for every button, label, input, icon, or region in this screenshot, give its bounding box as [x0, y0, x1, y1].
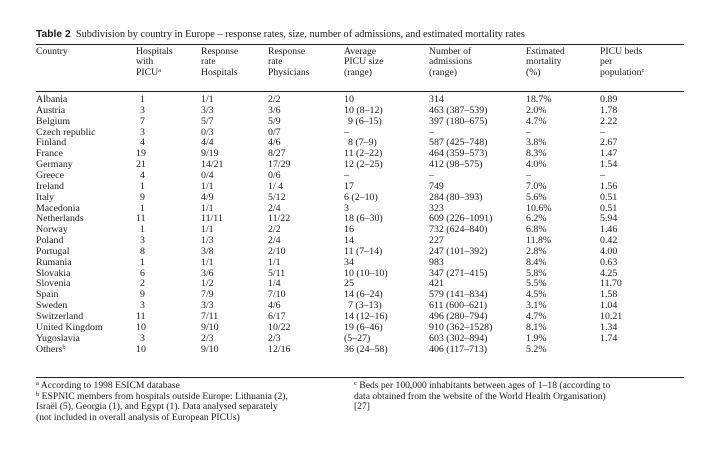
cell-hospitals: 2: [140, 278, 145, 290]
cell-admissions: 421: [429, 278, 444, 290]
cell-picu-size: 12 (2–25): [344, 159, 383, 171]
cell-rate-hospitals: 4/9: [201, 191, 214, 203]
cell-mortality: 1.9%: [526, 332, 547, 344]
cell-country: Finland: [36, 137, 67, 149]
table-label: Table 2: [36, 29, 71, 40]
cell-mortality: 4.7%: [526, 311, 547, 322]
cell-rate-physicians: 5/12: [268, 191, 286, 203]
header-line: Estimated: [526, 46, 565, 57]
cell-country: France: [36, 148, 63, 160]
cell-picu-size: 10 (10–10): [344, 267, 388, 279]
cell-country: Belgium: [36, 115, 71, 127]
cell-rate-hospitals: 3/3: [201, 300, 214, 312]
cell-picu-size: 34: [344, 256, 354, 268]
cell-hospitals: 6: [140, 267, 145, 279]
table-row: [36, 323, 684, 334]
cell-country: Czech republic: [36, 126, 96, 138]
cell-beds: 1.04: [600, 300, 618, 312]
cell-rate-physicians: 12/16: [268, 343, 291, 355]
cell-admissions: 749: [429, 180, 444, 192]
cell-mortality: 6.8%: [526, 224, 547, 236]
footnote-c-line: [354, 402, 684, 413]
cell-rate-physicians: 6/17: [268, 311, 286, 322]
cell-hospitals: 3: [140, 104, 145, 116]
cell-admissions: 464 (359–573): [429, 148, 488, 160]
cell-mortality: 5.5%: [526, 278, 547, 290]
cell-picu-size: (5–27): [344, 332, 371, 344]
cell-rate-physicians: 1/4: [268, 278, 281, 290]
cell-mortality: 3.8%: [526, 137, 547, 149]
cell-rate-hospitals: 4/4: [201, 137, 214, 149]
table-caption-text: Subdivision by country in Europe – response rates, size, number of admissions, and estimated mortality rates: [75, 29, 525, 40]
cell-beds: 2.67: [600, 137, 618, 149]
cell-beds: 4.25: [600, 267, 618, 279]
cell-admissions: 247 (101–392): [429, 245, 488, 257]
cell-hospitals: 3: [140, 300, 145, 312]
cell-rate-physicians: 4/6: [268, 137, 281, 149]
cell-rate-hospitals: 1/1: [201, 94, 214, 105]
footnote-mark: c: [641, 66, 645, 74]
header-line: Average: [344, 46, 377, 57]
cell-rate-hospitals: 7/11: [201, 311, 219, 322]
cell-admissions: 732 (624–840): [429, 224, 488, 236]
cell-hospitals: 1: [140, 180, 145, 192]
cell-country: United Kingdom: [36, 321, 103, 333]
cell-admissions: 579 (141–834): [429, 289, 488, 301]
cell-country: Norway: [36, 224, 68, 236]
cell-rate-physicians: 11/22: [268, 213, 291, 225]
cell-rate-hospitals: 1/1: [201, 256, 214, 268]
cell-picu-size: 14 (12–16): [344, 311, 388, 322]
footnote-mark: a: [36, 380, 39, 387]
country-name: Others: [36, 343, 63, 355]
cell-rate-hospitals: 11/11: [201, 213, 223, 225]
cell-hospitals: 3: [140, 332, 145, 344]
header-line: Physicians: [268, 66, 310, 78]
cell-admissions: –: [429, 169, 434, 181]
cell-country: Italy: [36, 191, 55, 203]
cell-country: Macedonia: [36, 202, 80, 214]
header-beds: [600, 47, 644, 78]
cell-rate-hospitals: 0/3: [201, 126, 214, 138]
cell-picu-size: 10: [344, 94, 354, 105]
table-row: [36, 247, 684, 258]
header-line: population$^c$: [600, 66, 645, 78]
cell-hospitals: 3: [140, 126, 145, 138]
cell-country: Slovenia: [36, 278, 71, 290]
cell-beds: –: [600, 126, 605, 138]
header-picu-size: [344, 47, 384, 78]
header-line: Response: [268, 46, 306, 57]
header-line: rate: [268, 56, 283, 68]
cell-country: Switzerland: [36, 311, 84, 322]
cell-hospitals: 19: [136, 148, 146, 160]
cell-mortality: 7.0%: [526, 180, 547, 192]
table-row: [36, 117, 684, 128]
cell-rate-physicians: 1/1: [268, 256, 281, 268]
cell-rate-hospitals: 3/8: [201, 245, 214, 257]
cell-picu-size: 9 (6–15): [348, 115, 382, 127]
cell-admissions: 496 (280–794): [429, 311, 488, 322]
header-line: Number of: [429, 46, 472, 57]
table-row: [36, 334, 684, 345]
table-row: [36, 269, 684, 280]
cell-hospitals: 1: [140, 256, 145, 268]
cell-hospitals: 8: [140, 245, 145, 257]
cell-mortality: 4.0%: [526, 159, 547, 171]
cell-picu-size: –: [344, 126, 349, 138]
footnotes-left: [36, 381, 356, 423]
header-line: PICU beds: [600, 46, 643, 57]
header-line: (range): [429, 66, 457, 78]
cell-hospitals: 11: [136, 213, 146, 225]
header-line: PICU size: [344, 56, 384, 68]
header-line: Country: [36, 46, 68, 57]
cell-admissions: 983: [429, 256, 444, 268]
cell-rate-physicians: 2/2: [268, 94, 281, 105]
cell-country: Portugal: [36, 245, 70, 257]
cell-hospitals: 1: [140, 202, 145, 214]
cell-mortality: 8.3%: [526, 148, 547, 160]
cell-mortality: 5.8%: [526, 267, 547, 279]
cell-hospitals: 4: [140, 137, 145, 149]
table-caption: [36, 28, 684, 41]
footnote-b-text: ESPNIC members from hospitals outside Europe: Lithuania (2),: [41, 390, 288, 402]
cell-mortality: 8.1%: [526, 321, 547, 333]
cell-rate-physicians: 8/27: [268, 148, 286, 160]
cell-country: Rumania: [36, 256, 72, 268]
table-row: [36, 345, 684, 356]
header-country: [36, 47, 68, 57]
cell-picu-size: 3: [344, 202, 349, 214]
cell-hospitals: 10: [136, 321, 146, 333]
cell-admissions: 412 (98–575): [429, 159, 483, 171]
cell-hospitals: 9: [140, 289, 145, 301]
cell-hospitals: 10: [136, 343, 146, 355]
header-line: with: [136, 56, 154, 68]
footnote-b-text: (not included in overall analysis of European PICUs): [36, 411, 240, 423]
cell-rate-physicians: 2/2: [268, 224, 281, 236]
cell-rate-hospitals: 1/2: [201, 278, 214, 290]
cell-hospitals: 1: [140, 224, 145, 236]
header-rate-physicians: [268, 47, 309, 78]
cell-mortality: 6.2%: [526, 213, 547, 225]
cell-picu-size: 7 (3–13): [348, 300, 382, 312]
cell-rate-physicians: 0/7: [268, 126, 281, 138]
cell-picu-size: 10 (8–12): [344, 104, 383, 116]
cell-rate-hospitals: 1/3: [201, 235, 214, 247]
cell-rate-physicians: 2/10: [268, 245, 286, 257]
table-row: [36, 106, 684, 117]
cell-beds: 1.74: [600, 332, 618, 344]
cell-beds: 4.00: [600, 245, 618, 257]
cell-admissions: 397 (180–675): [429, 115, 488, 127]
header-hospitals: [136, 47, 173, 78]
cell-mortality: 4.7%: [526, 115, 547, 127]
cell-country: Slovakia: [36, 267, 71, 279]
table-row: [36, 193, 684, 204]
cell-beds: 0.89: [600, 94, 618, 105]
cell-beds: 0.51: [600, 191, 618, 203]
header-line: Hospitals: [136, 46, 173, 57]
cell-rate-hospitals: 1/1: [201, 224, 214, 236]
cell-picu-size: 25: [344, 278, 354, 290]
cell-rate-hospitals: 9/10: [201, 321, 219, 333]
table-header: [36, 45, 684, 87]
cell-mortality: 3.1%: [526, 300, 547, 312]
cell-mortality: 8.4%: [526, 256, 547, 268]
cell-picu-size: 11 (7–14): [344, 245, 383, 257]
cell-rate-hospitals: 0/4: [201, 169, 214, 181]
cell-beds: 1.54: [600, 159, 618, 171]
cell-picu-size: 14: [344, 235, 354, 247]
table-row: [36, 225, 684, 236]
cell-picu-size: 8 (7–9): [348, 137, 377, 149]
cell-admissions: 314: [429, 94, 444, 105]
cell-rate-hospitals: 9/19: [201, 148, 219, 160]
cell-rate-hospitals: 1/1: [201, 202, 214, 214]
cell-admissions: 587 (425–748): [429, 137, 488, 149]
cell-mortality: 18.7%: [526, 94, 552, 105]
cell-mortality: 2.8%: [526, 245, 547, 257]
cell-rate-physicians: 10/22: [268, 321, 291, 333]
cell-country: Sweden: [36, 300, 68, 312]
cell-rate-hospitals: 3/6: [201, 267, 214, 279]
footnote-c-text: [27]: [354, 401, 370, 413]
footnote-b-line: [36, 413, 356, 424]
footnote-b: [36, 392, 356, 424]
cell-country: Yugoslavia: [36, 332, 80, 344]
header-line: rate: [201, 56, 216, 68]
cell-picu-size: 17: [344, 180, 354, 192]
cell-rate-physicians: 0/6: [268, 169, 281, 181]
header-line: (%): [526, 66, 541, 78]
cell-rate-physicians: 3/6: [268, 104, 281, 116]
cell-picu-size: 11 (2–22): [344, 148, 383, 160]
cell-beds: 1.47: [600, 148, 618, 160]
cell-picu-size: 14 (6–24): [344, 289, 383, 301]
footnote-c-line: [354, 392, 684, 403]
footnote-c-text: data obtained from the website of the World Health Organisation): [354, 390, 606, 402]
cell-beds: 0.51: [600, 202, 618, 214]
table-page: [36, 28, 684, 441]
cell-admissions: 323: [429, 202, 444, 214]
footnote-mark: c: [354, 380, 357, 387]
table-row: [36, 214, 684, 225]
header-admissions: [429, 47, 472, 78]
cell-rate-hospitals: 5/7: [201, 115, 214, 127]
cell-rate-hospitals: 9/10: [201, 343, 219, 355]
cell-country: Ireland: [36, 180, 64, 192]
cell-rate-hospitals: 2/3: [201, 332, 214, 344]
footnotes-right: [354, 381, 684, 413]
header-line: Response: [201, 46, 239, 57]
header-line: PICU$^a$: [136, 66, 161, 78]
cell-rate-physicians: 2/3: [268, 332, 281, 344]
footnote-c-text: Beds per 100,000 inhabitants between ages of 1–18 (according to: [359, 380, 611, 391]
cell-admissions: 227: [429, 235, 444, 247]
cell-admissions: 603 (302–894): [429, 332, 488, 344]
cell-mortality: 11.8%: [526, 235, 552, 247]
footnote-mark: b: [62, 343, 66, 351]
cell-picu-size: 19 (6–46): [344, 321, 383, 333]
cell-mortality: 4.5%: [526, 289, 547, 301]
cell-hospitals: 11: [136, 311, 146, 322]
cell-country: Spain: [36, 289, 59, 301]
table-row: [36, 182, 684, 193]
cell-rate-hospitals: 3/3: [201, 104, 214, 116]
footnote-mark: a: [158, 66, 161, 74]
footnote-c: [354, 381, 684, 413]
cell-rate-hospitals: 14/21: [201, 159, 224, 171]
cell-rate-physicians: 5/9: [268, 115, 281, 127]
table-row: [36, 171, 684, 182]
cell-beds: 1.34: [600, 321, 618, 333]
cell-rate-physicians: 2/4: [268, 202, 281, 214]
header-line: admissions: [429, 56, 473, 68]
bottom-rule: [36, 377, 684, 378]
cell-beds: 2.22: [600, 115, 618, 127]
table-body: [36, 92, 684, 374]
cell-hospitals: 3: [140, 235, 145, 247]
cell-hospitals: 21: [136, 159, 146, 171]
cell-admissions: 910 (362–1528): [429, 321, 493, 333]
cell-country: Germany: [36, 159, 73, 171]
cell-mortality: 5.6%: [526, 191, 547, 203]
cell-admissions: 347 (271–415): [429, 267, 488, 279]
cell-mortality: 2.0%: [526, 104, 547, 116]
cell-picu-size: 16: [344, 224, 354, 236]
cell-beds: 0.42: [600, 235, 618, 247]
cell-mortality: –: [526, 126, 531, 138]
cell-country: Greece: [36, 169, 64, 181]
cell-country: Poland: [36, 235, 64, 247]
cell-admissions: 611 (600–621): [429, 300, 488, 312]
cell-beds: 1.58: [600, 289, 618, 301]
header-line: mortality: [526, 56, 562, 68]
cell-rate-physicians: 7/10: [268, 289, 286, 301]
footnote-b-text: Israël (5), Georgia (1), and Egypt (1). Data analysed separately: [36, 401, 278, 413]
cell-beds: 1.56: [600, 180, 618, 192]
cell-country: Austria: [36, 104, 66, 116]
cell-hospitals: 4: [140, 169, 145, 181]
cell-beds: 0.63: [600, 256, 618, 268]
header-rate-hospitals: [201, 47, 238, 78]
cell-picu-size: 6 (2–10): [344, 191, 378, 203]
footnote-mark: b: [36, 390, 40, 398]
cell-rate-physicians: 17/29: [268, 159, 291, 171]
cell-mortality: –: [526, 169, 531, 181]
cell-mortality: 10.6%: [526, 202, 552, 214]
header-line: (range): [344, 66, 372, 78]
cell-rate-physicians: 2/4: [268, 235, 281, 247]
cell-beds: 1.46: [600, 224, 618, 236]
table-row: [36, 258, 684, 269]
cell-beds: 1.78: [600, 104, 618, 116]
cell-admissions: 284 (80–393): [429, 191, 483, 203]
cell-rate-physicians: 4/6: [268, 300, 281, 312]
cell-admissions: 609 (226–1091): [429, 213, 493, 225]
cell-beds: 5.94: [600, 213, 618, 225]
cell-hospitals: 9: [140, 191, 145, 203]
table-row: [36, 160, 684, 171]
cell-admissions: –: [429, 126, 434, 138]
cell-hospitals: 7: [140, 115, 145, 127]
cell-beds: 10.21: [600, 311, 623, 322]
cell-rate-hospitals: 7/9: [201, 289, 214, 301]
header-line: per: [600, 56, 613, 68]
cell-picu-size: –: [344, 169, 349, 181]
cell-beds: –: [600, 169, 605, 181]
footnotes: [36, 381, 684, 441]
cell-rate-physicians: 1/ 4: [268, 180, 284, 192]
cell-admissions: 406 (117–713): [429, 343, 488, 355]
cell-country: [36, 345, 66, 356]
cell-picu-size: 36 (24–58): [344, 343, 388, 355]
cell-hospitals: 1: [140, 94, 145, 105]
cell-picu-size: 18 (6–30): [344, 213, 383, 225]
cell-rate-physicians: 5/11: [268, 267, 286, 279]
cell-admissions: 463 (387–539): [429, 104, 488, 116]
header-mortality: [526, 47, 565, 78]
cell-rate-hospitals: 1/1: [201, 180, 214, 192]
cell-beds: 11.70: [600, 278, 622, 290]
header-line: Hospitals: [201, 66, 238, 78]
cell-country: Netherlands: [36, 213, 84, 225]
cell-country: Albania: [36, 94, 68, 105]
cell-mortality: 5.2%: [526, 343, 547, 355]
footnote-a-text: According to 1998 ESICM database: [40, 380, 180, 391]
